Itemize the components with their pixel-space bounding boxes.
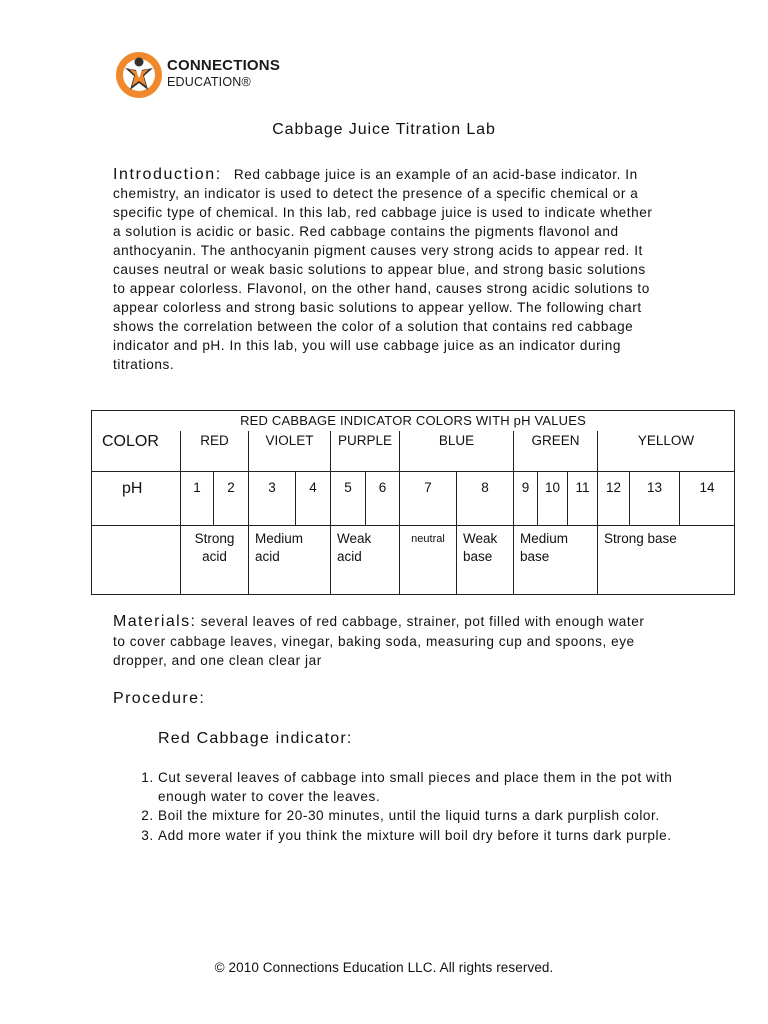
ph-value: 7 — [400, 472, 457, 526]
procedure-heading: Procedure: — [113, 690, 206, 707]
logo-line2: EDUCATION® — [167, 75, 251, 89]
ph-value: 8 — [457, 472, 514, 526]
desc-empty-cell — [92, 526, 181, 595]
color-red: RED — [181, 431, 249, 472]
ph-value: 3 — [249, 472, 296, 526]
ph-value: 13 — [630, 472, 680, 526]
ph-value: 4 — [296, 472, 331, 526]
introduction-text: Red cabbage juice is an example of an acid-base indicator. In chemistry, an indicator is used to detect the presence of a specific chemical or a specific type of chemical. In this lab, red cabbage juice is used to indicate whether a solution is acidic or basic. Red cabbage contains the pigments flavonol and anthocyanin. The anthocyanin pigment causes very strong acids to appear red. It causes neutral or weak basic solutions to appear blue, and strong basic solutions to appear colorless. Flavonol, on the other hand, causes strong acidic solutions to appear colorless and strong basic solutions to appear yellow. The following chart shows the correlation between the color of a solution that contains red cabbage indicator and pH. In this lab, you will use cabbage juice as an indicator during titrations. — [113, 167, 653, 372]
company-logo — [115, 48, 295, 102]
table-caption: RED CABBAGE INDICATOR COLORS WITH pH VALUES — [92, 411, 735, 432]
desc-strong-acid: Strong acid — [181, 526, 249, 595]
page-title: Cabbage Juice Titration Lab — [272, 121, 496, 138]
color-yellow: YELLOW — [598, 431, 735, 472]
introduction-paragraph — [113, 165, 661, 374]
procedure-step: 3. Add more water if you think the mixture will boil dry before it turns dark purple. — [158, 826, 678, 845]
desc-strong-base: Strong base — [598, 526, 735, 595]
introduction-heading: Introduction: — [113, 166, 222, 183]
procedure-subheading: Red Cabbage indicator: — [158, 730, 353, 747]
connections-logo-icon — [115, 48, 163, 102]
procedure-step: 2. Boil the mixture for 20-30 minutes, until the liquid turns a dark purplish color. — [158, 806, 678, 825]
ph-value: 9 — [514, 472, 538, 526]
desc-weak-base: Weak base — [457, 526, 514, 595]
ph-value: 6 — [366, 472, 400, 526]
materials-text: several leaves of red cabbage, strainer, pot filled with enough water to cover cabbage leaves, vinegar, baking soda, measuring cup and spoons, eye dropper, and one clean clear jar — [113, 614, 645, 668]
desc-neutral: neutral — [400, 526, 457, 595]
desc-medium-acid: Medium acid — [249, 526, 331, 595]
ph-color-table — [91, 410, 735, 595]
procedure-steps — [133, 768, 678, 845]
ph-value: 10 — [538, 472, 568, 526]
ph-value: 12 — [598, 472, 630, 526]
ph-value: 14 — [680, 472, 735, 526]
copyright-footer: © 2010 Connections Education LLC. All rights reserved. — [214, 960, 554, 975]
color-blue: BLUE — [400, 431, 514, 472]
color-row-label: COLOR — [92, 431, 181, 472]
color-purple: PURPLE — [331, 431, 400, 472]
ph-value: 5 — [331, 472, 366, 526]
logo-line1: CONNECTIONS — [167, 57, 281, 74]
ph-row-label: pH — [92, 472, 181, 526]
color-green: GREEN — [514, 431, 598, 472]
ph-value: 1 — [181, 472, 214, 526]
materials-heading: Materials: — [113, 613, 197, 630]
desc-medium-base: Medium base — [514, 526, 598, 595]
desc-weak-acid: Weak acid — [331, 526, 400, 595]
procedure-step: 1. Cut several leaves of cabbage into small pieces and place them in the pot with enough water to cover the leaves. — [158, 768, 678, 806]
ph-value: 2 — [214, 472, 249, 526]
color-violet: VIOLET — [249, 431, 331, 472]
ph-value: 11 — [568, 472, 598, 526]
materials-paragraph — [113, 612, 661, 671]
